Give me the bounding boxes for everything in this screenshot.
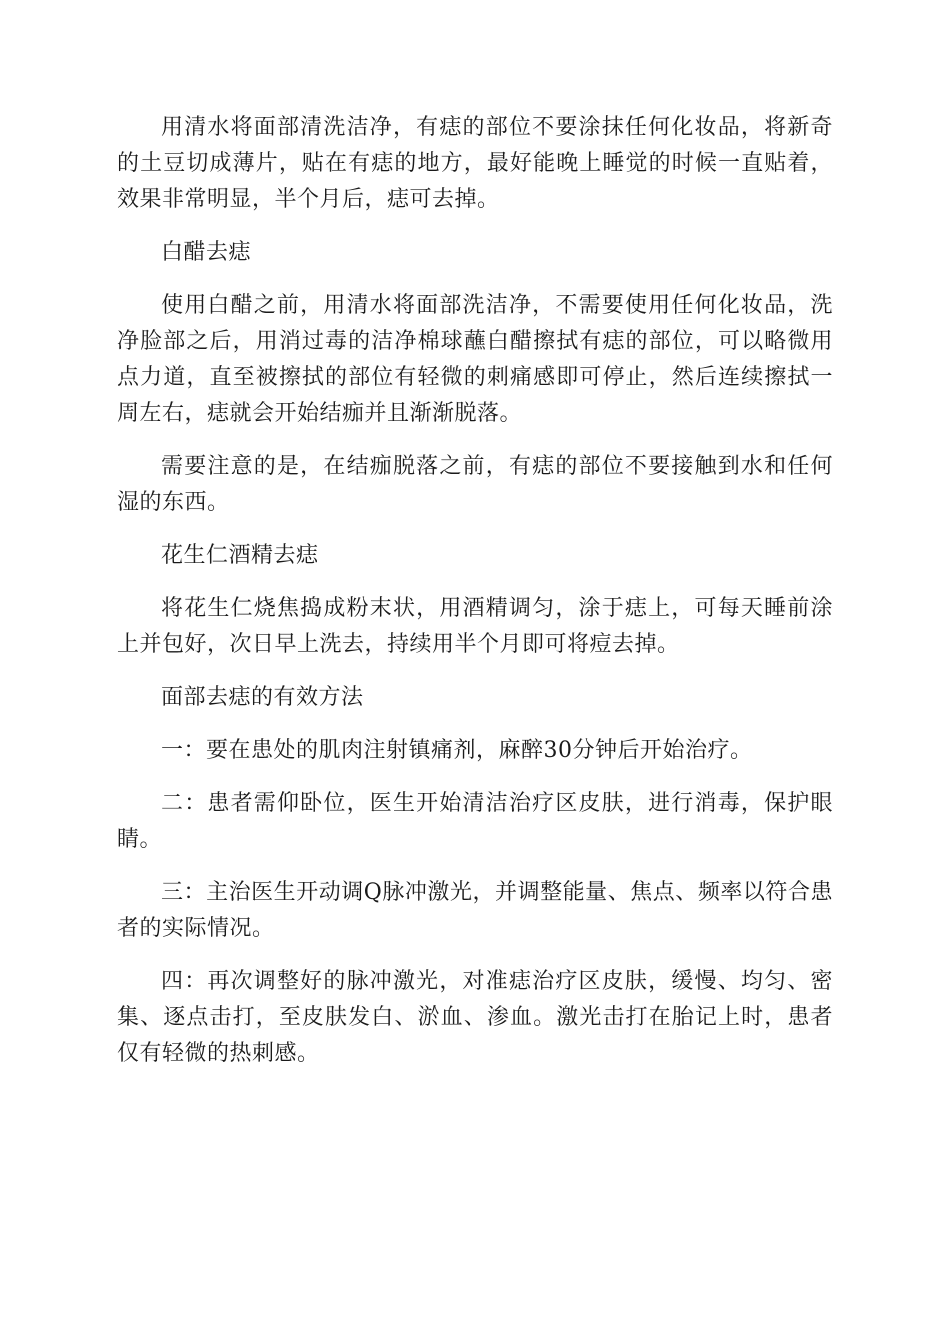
heading-effective-methods: 面部去痣的有效方法 xyxy=(161,685,364,710)
paragraph-potato-method: 用清水将面部清洗洁净，有痣的部位不要涂抹任何化妆品，将新奇的土豆切成薄片，贴在有痣的地方，最好能晚上睡觉的时候一直贴着，效果非常明显，半个月后，痣可去掉。 xyxy=(117,115,833,212)
paragraph-peanut-method: 将花生仁烧焦捣成粉末状，用酒精调匀，涂于痣上，可每天睡前涂上并包好，次日早上洗去，持续用半个月即可将痘去掉。 xyxy=(117,596,833,657)
heading-vinegar-method: 白醋去痣 xyxy=(161,240,252,265)
document-body xyxy=(117,110,833,1089)
paragraph-vinegar-caution: 需要注意的是，在结痂脱落之前，有痣的部位不要接触到水和任何湿的东西。 xyxy=(117,454,833,515)
paragraph-step-two: 二：患者需仰卧位，医生开始清洁治疗区皮肤，进行消毒，保护眼睛。 xyxy=(117,791,833,852)
paragraph-step-four: 四：再次调整好的脉冲激光，对准痣治疗区皮肤，缓慢、均匀、密集、逐点击打，至皮肤发白、淤血、渗血。激光击打在胎记上时，患者仅有轻微的热刺感。 xyxy=(117,969,833,1066)
paragraph-step-one: 一：要在患处的肌肉注射镇痛剂，麻醉30分钟后开始治疗。 xyxy=(161,738,753,763)
paragraph-step-three: 三：主治医生开动调Q脉冲激光，并调整能量、焦点、频率以符合患者的实际情况。 xyxy=(117,880,833,941)
paragraph-vinegar-method: 使用白醋之前，用清水将面部洗洁净，不需要使用任何化妆品，洗净脸部之后，用消过毒的洁净棉球蘸白醋擦拭有痣的部位，可以略微用点力道，直至被擦拭的部位有轻微的刺痛感即可停止，然后连续擦拭一周左右，痣就会开始结痂并且渐渐脱落。 xyxy=(117,293,833,426)
heading-peanut-method: 花生仁酒精去痣 xyxy=(161,543,319,568)
